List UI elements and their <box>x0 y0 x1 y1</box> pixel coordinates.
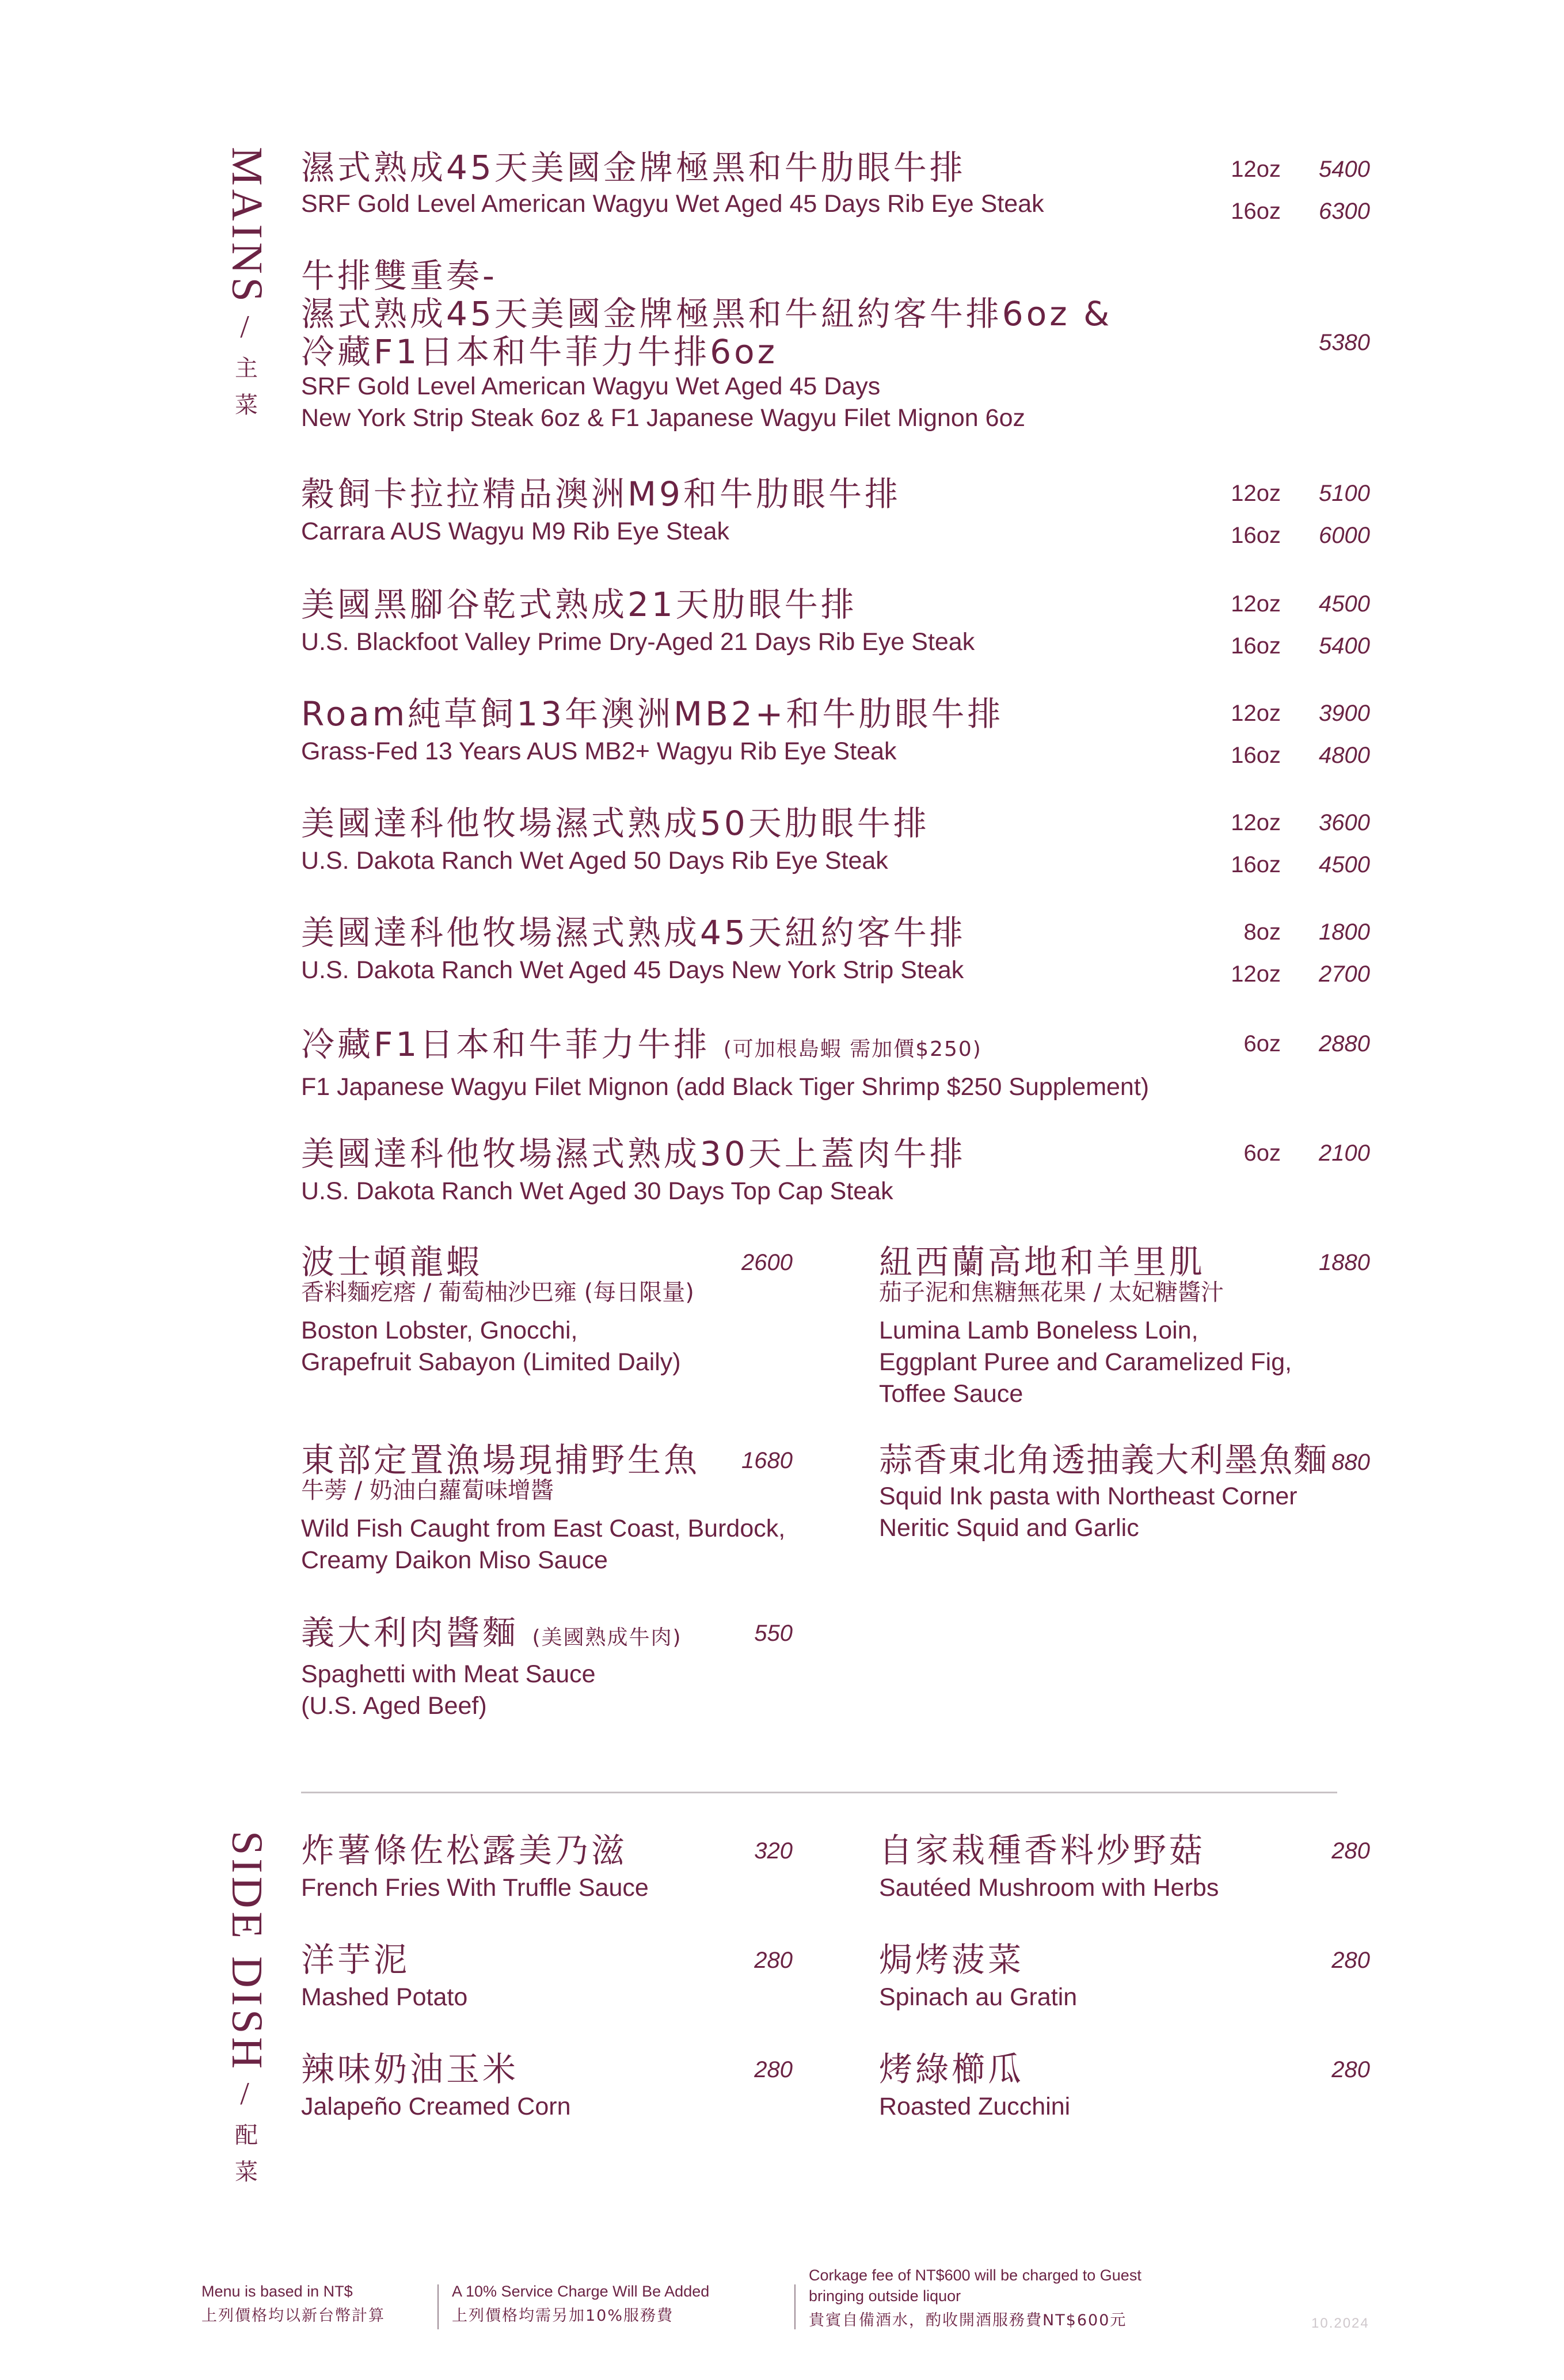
portion-size: 16oz <box>1231 633 1281 659</box>
dish-name-en: Spinach au Gratin <box>879 1983 1078 2011</box>
dish-name-en: Neritic Squid and Garlic <box>879 1514 1139 1542</box>
price: 2600 <box>741 1250 793 1275</box>
sides-title: SIDE DISH <box>223 1831 271 2073</box>
dish-name-zh: 蒜香東北角透抽義大利墨魚麵 <box>879 1440 1329 1480</box>
section-divider <box>301 1792 1337 1793</box>
dish-name-zh: 穀飼卡拉拉精品澳洲M9和牛肋眼牛排 <box>301 474 901 514</box>
menu-item <box>301 692 1003 767</box>
dish-name-en: SRF Gold Level American Wagyu Wet Aged 45 Days Rib Eye Steak <box>301 190 1044 218</box>
sides-slash: / <box>240 2076 249 2112</box>
version-label: 10.2024 <box>1311 2316 1369 2331</box>
price: 5400 <box>1319 157 1370 182</box>
portion-size: 16oz <box>1231 199 1281 224</box>
dish-name-zh: Roam純草飼13年澳洲MB2+和牛肋眼牛排 <box>301 694 1004 733</box>
footer-service-en: A 10% Service Charge Will Be Added <box>452 2283 710 2300</box>
portion-size: 16oz <box>1231 852 1281 877</box>
price: 5380 <box>1319 330 1370 355</box>
menu-item <box>301 1132 966 1207</box>
dish-name-zh <box>301 1611 682 1660</box>
menu-item <box>301 911 966 986</box>
footer-service <box>452 2281 709 2327</box>
dish-name-zh: 濕式熟成45天美國金牌極黑和牛紐約客牛排6oz & <box>301 294 1113 333</box>
dish-name-en: Roasted Zucchini <box>879 2093 1071 2120</box>
sides-section-label <box>222 1831 271 2197</box>
price: 550 <box>754 1621 793 1646</box>
price: 6000 <box>1319 523 1370 548</box>
dish-note-zh: (美國熟成牛肉) <box>532 1626 682 1649</box>
dish-garnish-zh: 香料麵疙瘩 / 葡萄柚沙巴雍 (每日限量) <box>301 1279 694 1306</box>
side-item <box>879 1828 1219 1904</box>
footer-separator <box>794 2284 796 2329</box>
dish-name-en: U.S. Dakota Ranch Wet Aged 45 Days New York Strip Steak <box>301 956 964 984</box>
dish-name-en: F1 Japanese Wagyu Filet Mignon (add Black Tiger Shrimp $250 Supplement) <box>301 1073 1150 1101</box>
footer-corkage-zh: 貴賓自備酒水，酌收開酒服務費NT$600元 <box>809 2311 1127 2329</box>
portion-size: 12oz <box>1231 961 1281 987</box>
dish-name-zh: 濕式熟成45天美國金牌極黑和牛肋眼牛排 <box>301 148 966 187</box>
portion-size: 6oz <box>1243 1140 1281 1166</box>
dish-name-zh: 洋芋泥 <box>301 1940 410 1979</box>
portion-size: 16oz <box>1231 523 1281 548</box>
price: 3900 <box>1319 701 1370 726</box>
portion-size: 12oz <box>1231 591 1281 617</box>
dish-garnish-zh: 牛蒡 / 奶油白蘿蔔味增醬 <box>301 1477 554 1504</box>
dish-name-en: Eggplant Puree and Caramelized Fig, <box>879 1348 1292 1376</box>
price: 280 <box>1331 1948 1370 1973</box>
dish-name-en: Jalapeño Creamed Corn <box>301 2093 571 2120</box>
footer-corkage-en: bringing outside liquor <box>809 2287 961 2305</box>
price: 1880 <box>1319 1250 1370 1275</box>
menu-item <box>301 146 1044 220</box>
footer-currency-zh: 上列價格均以新台幣計算 <box>201 2307 385 2325</box>
dish-name-en: Grapefruit Sabayon (Limited Daily) <box>301 1348 681 1376</box>
dish-name-en: New York Strip Steak 6oz & F1 Japanese Wagyu Filet Mignon 6oz <box>301 404 1026 432</box>
dish-name-zh: 美國黑腳谷乾式熟成21天肋眼牛排 <box>301 585 857 624</box>
price: 280 <box>754 1948 793 1973</box>
portion-size: 6oz <box>1243 1031 1281 1056</box>
dish-name-zh: 東部定置漁場現捕野生魚 <box>301 1440 701 1480</box>
dish-name-zh: 冷藏F1日本和牛菲力牛排6oz <box>301 332 778 371</box>
footer-corkage <box>809 2265 1141 2332</box>
dish-name-en: Wild Fish Caught from East Coast, Burdock, <box>301 1515 786 1542</box>
footer-currency-en: Menu is based in NT$ <box>201 2283 353 2300</box>
dish-name-en: SRF Gold Level American Wagyu Wet Aged 45 Days <box>301 372 881 400</box>
dish-name-en: Lumina Lamb Boneless Loin, <box>879 1317 1198 1344</box>
side-item <box>879 2047 1070 2123</box>
sides-title-zh: 配菜 <box>231 2123 258 2197</box>
dish-name-en: Mashed Potato <box>301 1983 468 2011</box>
footer-service-zh: 上列價格均需另加10%服務費 <box>452 2307 674 2325</box>
menu-item <box>301 801 930 877</box>
menu-item <box>301 1240 694 1378</box>
dish-name-en: U.S. Dakota Ranch Wet Aged 50 Days Rib Eye Steak <box>301 847 888 875</box>
portion-size: 8oz <box>1243 919 1281 945</box>
dish-name-zh: 辣味奶油玉米 <box>301 2050 519 2089</box>
menu-item <box>301 472 901 548</box>
dish-name-zh: 焗烤菠菜 <box>879 1940 1025 1979</box>
dish-name-zh: 美國達科他牧場濕式熟成50天肋眼牛排 <box>301 804 930 843</box>
mains-title-zh: 主菜 <box>231 355 258 429</box>
footer-separator <box>437 2284 439 2329</box>
dish-name-zh: 美國達科他牧場濕式熟成30天上蓋肉牛排 <box>301 1134 966 1173</box>
side-item <box>879 1938 1077 2013</box>
portion-size: 12oz <box>1231 701 1281 726</box>
dish-name-en: Squid Ink pasta with Northeast Corner <box>879 1482 1297 1510</box>
dish-name-zh: 波士頓龍蝦 <box>301 1242 483 1282</box>
footer-currency <box>201 2281 385 2327</box>
dish-name-en: Spaghetti with Meat Sauce <box>301 1660 596 1688</box>
price: 880 <box>1331 1450 1370 1475</box>
dish-name-zh-main: 冷藏F1日本和牛菲力牛排 <box>301 1025 710 1064</box>
price: 6300 <box>1319 199 1370 224</box>
price: 2880 <box>1319 1031 1370 1056</box>
price: 280 <box>754 2057 793 2082</box>
dish-name-en: Carrara AUS Wagyu M9 Rib Eye Steak <box>301 518 730 545</box>
price: 4800 <box>1319 743 1370 768</box>
price: 4500 <box>1319 591 1370 617</box>
dish-name-en: Sautéed Mushroom with Herbs <box>879 1874 1219 1902</box>
portion-size: 12oz <box>1231 810 1281 835</box>
dish-note-zh: (可加根島蝦 需加價$250) <box>723 1037 982 1061</box>
dish-name-en: Boston Lobster, Gnocchi, <box>301 1317 578 1344</box>
price: 1680 <box>741 1448 793 1473</box>
dish-garnish-zh: 茄子泥和焦糖無花果 / 太妃糖醬汁 <box>879 1279 1224 1306</box>
dish-name-zh: 烤綠櫛瓜 <box>879 2050 1025 2089</box>
dish-name-zh: 美國達科他牧場濕式熟成45天紐約客牛排 <box>301 913 966 952</box>
menu-item <box>301 1022 1149 1103</box>
dish-name-en: French Fries With Truffle Sauce <box>301 1874 649 1902</box>
mains-section-label <box>222 147 271 429</box>
dish-name-en: U.S. Blackfoot Valley Prime Dry-Aged 21 Days Rib Eye Steak <box>301 628 975 656</box>
menu-item <box>879 1438 1328 1544</box>
dish-name-zh <box>301 1022 1149 1071</box>
price: 2700 <box>1319 961 1370 987</box>
portion-size: 12oz <box>1231 157 1281 182</box>
mains-title: MAINS <box>223 147 271 305</box>
footer-corkage-en: Corkage fee of NT$600 will be charged to Guest <box>809 2267 1141 2284</box>
menu-item <box>301 583 975 658</box>
mains-slash: / <box>240 309 249 345</box>
price: 5100 <box>1319 481 1370 506</box>
dish-name-en: U.S. Dakota Ranch Wet Aged 30 Days Top Cap Steak <box>301 1177 893 1205</box>
price: 1800 <box>1319 919 1370 945</box>
dish-name-zh: 牛排雙重奏- <box>301 256 497 295</box>
portion-size: 12oz <box>1231 481 1281 506</box>
portion-size: 16oz <box>1231 743 1281 768</box>
price: 280 <box>1331 2057 1370 2082</box>
dish-name-en: Creamy Daikon Miso Sauce <box>301 1546 608 1574</box>
price: 280 <box>1331 1838 1370 1864</box>
price: 4500 <box>1319 852 1370 877</box>
side-item <box>301 1938 467 2013</box>
side-item <box>301 1828 649 1904</box>
price: 320 <box>754 1838 793 1864</box>
dish-name-zh: 紐西蘭高地和羊里肌 <box>879 1242 1206 1282</box>
dish-name-en: Grass-Fed 13 Years AUS MB2+ Wagyu Rib Eye Steak <box>301 737 897 765</box>
price: 5400 <box>1319 633 1370 659</box>
dish-name-zh-main: 義大利肉醬麵 <box>301 1613 519 1652</box>
menu-item <box>879 1240 1292 1410</box>
price: 3600 <box>1319 810 1370 835</box>
price: 2100 <box>1319 1140 1370 1166</box>
dish-name-en: Toffee Sauce <box>879 1380 1023 1408</box>
dish-name-zh: 自家栽種香料炒野菇 <box>879 1831 1206 1870</box>
side-item <box>301 2047 571 2123</box>
dish-name-zh: 炸薯條佐松露美乃滋 <box>301 1831 628 1870</box>
menu-item <box>301 257 1112 434</box>
menu-item <box>301 1611 682 1722</box>
dish-name-en: (U.S. Aged Beef) <box>301 1692 487 1720</box>
